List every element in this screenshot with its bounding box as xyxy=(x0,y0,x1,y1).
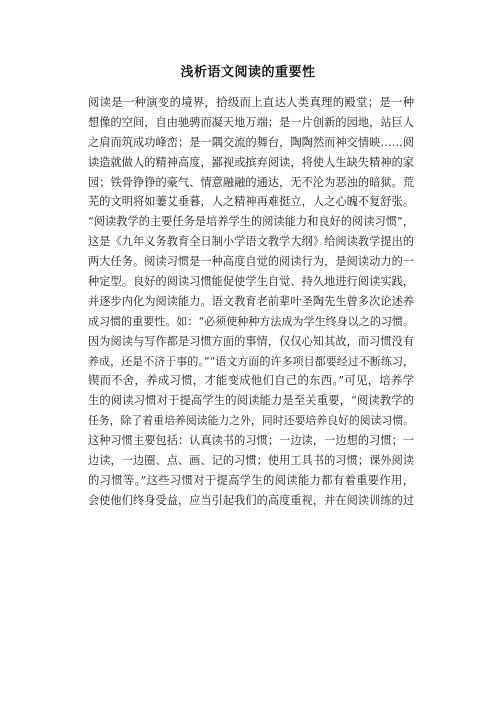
body-line: 锲而不舍，养成习惯，才能变成他们自己的东西。”可见，培养学 xyxy=(88,374,414,388)
body-line: 任务，除了着重培养阅读能力之外，同时还要培养良好的阅读习惯。 xyxy=(88,414,414,428)
body-line: “阅读教学的主要任务是培养学生的阅读能力和良好的阅读习惯”， xyxy=(88,215,414,229)
body-line: 阅读是一种演变的境界，拾级而上直达人类真理的殿堂；是一种 xyxy=(88,96,414,109)
body-line: 边读，一边圈、点、画、记的习惯；使用工具书的习惯；课外阅读 xyxy=(88,454,414,468)
body-line: 园；铁骨铮铮的豪气、情意融融的通达，无不沦为恶浊的暗狱。荒 xyxy=(88,175,414,189)
body-line: 因为阅读与写作都是习惯方面的事情，仅仅心知其故，而习惯没有 xyxy=(88,334,414,348)
body-line: 养成，还是不济于事的。”“语文方面的许多项目都要经过不断练习， xyxy=(88,354,414,368)
body-line: 之肩而筑成功峰峦；是一隅交流的舞台，陶陶然而神交情映……阅 xyxy=(88,135,414,149)
body-line: 并逐步内化为阅读能力。语文教育老前辈叶圣陶先生曾多次论述养 xyxy=(88,294,414,308)
document-body xyxy=(88,93,414,511)
body-line: 想像的空间，自由驰骋而凝天地万端；是一片创新的园地，站巨人 xyxy=(88,115,414,129)
body-line: 这种习惯主要包括：认真读书的习惯；一边读，一边想的习惯；一 xyxy=(88,434,414,448)
body-line: 这是《九年义务教育全日制小学语文教学大纲》给阅读教学提出的 xyxy=(88,235,414,249)
body-line: 两大任务。阅读习惯是一种高度自觉的阅读行为，是阅读动力的一 xyxy=(88,255,414,269)
body-line: 种定型。良好的阅读习惯能促使学生自觉、持久地进行阅读实践， xyxy=(88,275,414,289)
body-line: 芜的文明将如萋艾垂暮，人之精神再难挺立，人之心魄不复舒张。 xyxy=(88,195,414,209)
body-line: 会使他们终身受益，应当引起我们的高度重视，并在阅读训练的过 xyxy=(88,493,414,507)
body-line: 的习惯等。”这些习惯对于提高学生的阅读能力都有着重要作用， xyxy=(88,473,414,487)
body-line: 成习惯的重要性。如：“必须使种种方法成为学生终身以之的习惯。 xyxy=(88,314,414,328)
document-title: 浅析语文阅读的重要性 xyxy=(180,65,316,80)
body-line: 生的阅读习惯对于提高学生的阅读能力是至关重要，“阅读教学的 xyxy=(88,394,414,408)
body-line: 读造就做人的精神高度，鄙视或摈弃阅读，将使人生缺失精神的家 xyxy=(88,155,414,169)
